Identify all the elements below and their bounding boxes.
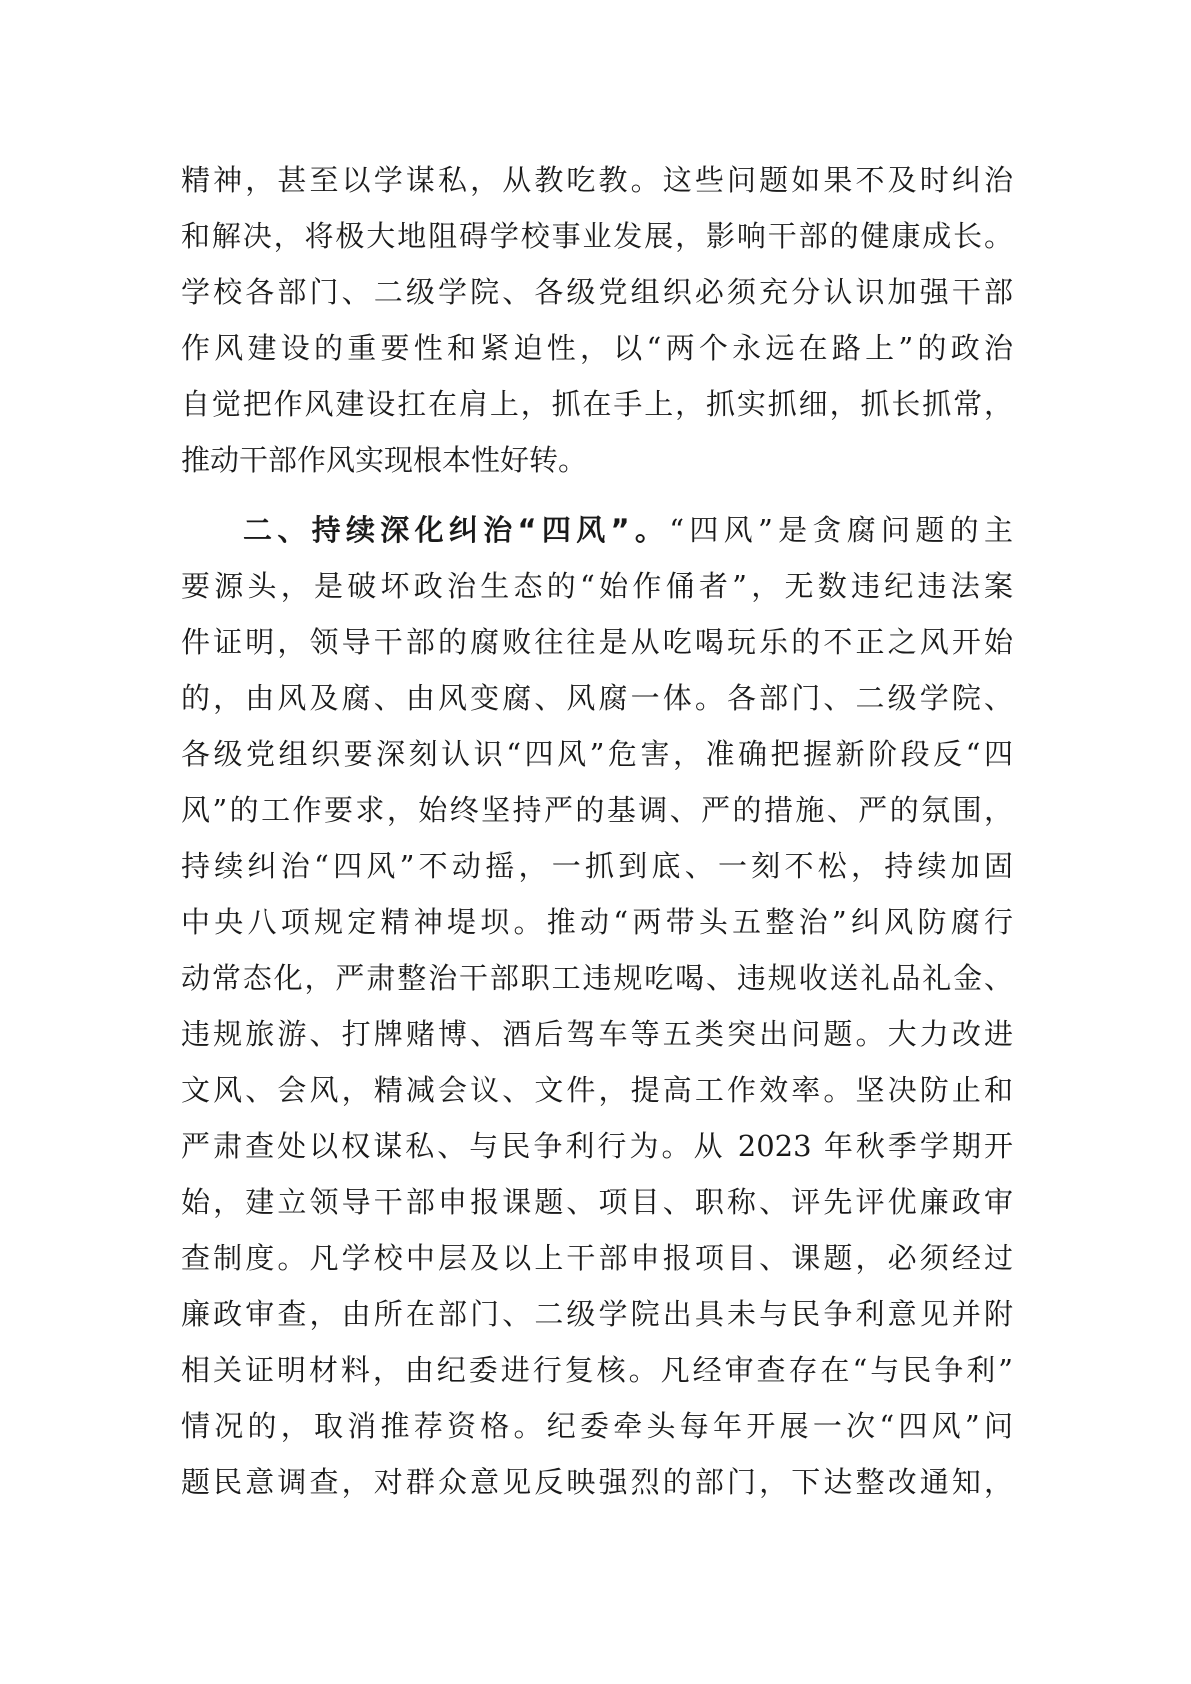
section-heading: 二、持续深化纠治“四风”。 — [243, 513, 670, 547]
text-line: 要源头，是破坏政治生态的“始作俑者”，无数违纪违法案 — [181, 569, 1013, 603]
text-line: 题民意调查，对群众意见反映强烈的部门，下达整改通知， — [181, 1465, 1013, 1499]
text-line: 精神，甚至以学谋私，从教吃教。这些问题如果不及时纠治 — [181, 163, 1013, 197]
text-line: 文风、会风，精减会议、文件，提高工作效率。坚决防止和 — [181, 1073, 1013, 1107]
paragraph-2 — [181, 502, 1013, 1510]
text-line: 自觉把作风建设扛在肩上，抓在手上，抓实抓细，抓长抓常， — [181, 387, 1013, 421]
paragraph-first-line — [181, 502, 1013, 558]
text-line: 情况的，取消推荐资格。纪委牵头每年开展一次“四风”问 — [181, 1409, 1013, 1443]
text-line: 各级党组织要深刻认识“四风”危害，准确把握新阶段反“四 — [181, 737, 1013, 771]
text-line: 风”的工作要求，始终坚持严的基调、严的措施、严的氛围， — [181, 793, 1013, 827]
text-line: 的，由风及腐、由风变腐、风腐一体。各部门、二级学院、 — [181, 681, 1013, 715]
text-line: 中央八项规定精神堤坝。推动“两带头五整治”纠风防腐行 — [181, 905, 1013, 939]
text-line: 学校各部门、二级学院、各级党组织必须充分认识加强干部 — [181, 275, 1013, 309]
text-line: 动常态化，严肃整治干部职工违规吃喝、违规收送礼品礼金、 — [181, 961, 1013, 995]
text-line: 相关证明材料，由纪委进行复核。凡经审查存在“与民争利” — [181, 1353, 1013, 1387]
text-line: 件证明，领导干部的腐败往往是从吃喝玩乐的不正之风开始 — [181, 625, 1013, 659]
text-line: 作风建设的重要性和紧迫性，以“两个永远在路上”的政治 — [181, 331, 1013, 365]
paragraph-1 — [181, 152, 1013, 488]
text-run: “四风”是贪腐问题的主 — [669, 513, 1013, 547]
text-line: 持续纠治“四风”不动摇，一抓到底、一刻不松，持续加固 — [181, 849, 1013, 883]
text-line: 和解决，将极大地阻碍学校事业发展，影响干部的健康成长。 — [181, 219, 1013, 253]
text-line: 推动干部作风实现根本性好转。 — [181, 443, 588, 477]
text-line: 违规旅游、打牌赌博、酒后驾车等五类突出问题。大力改进 — [181, 1017, 1013, 1051]
text-line: 严肃查处以权谋私、与民争利行为。从 2023 年秋季学期开 — [181, 1129, 1013, 1163]
text-line: 始，建立领导干部申报课题、项目、职称、评先评优廉政审 — [181, 1185, 1013, 1219]
text-line: 查制度。凡学校中层及以上干部申报项目、课题，必须经过 — [181, 1241, 1013, 1275]
text-line: 廉政审查，由所在部门、二级学院出具未与民争利意见并附 — [181, 1297, 1013, 1331]
